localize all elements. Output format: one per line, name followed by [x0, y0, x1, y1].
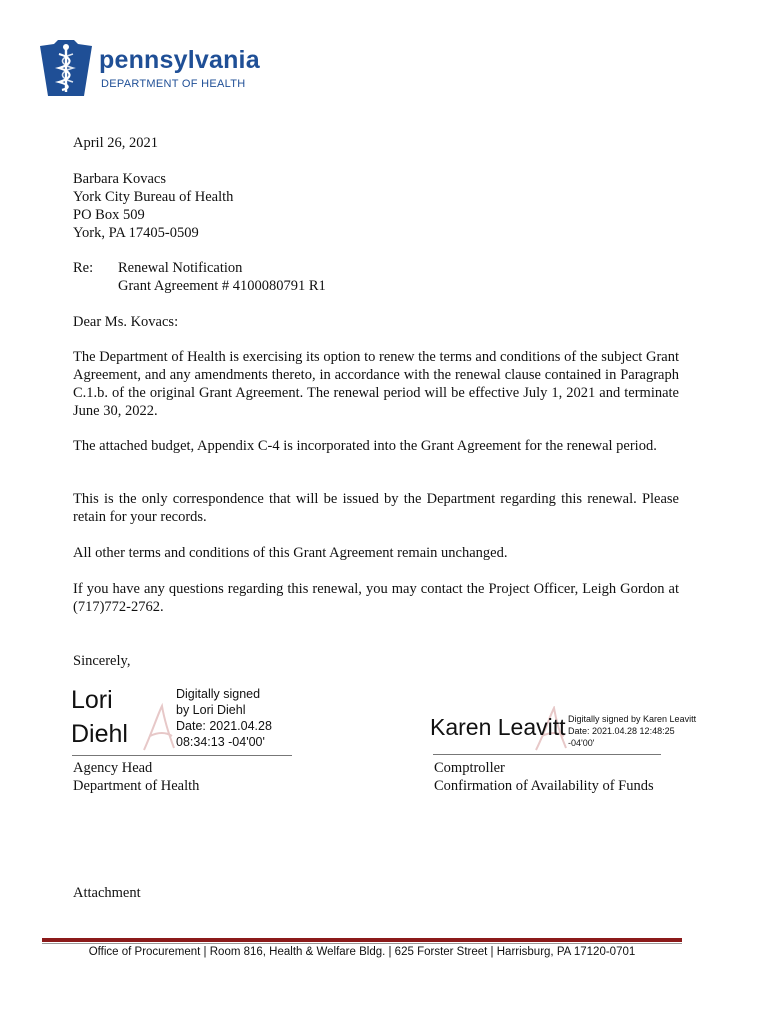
signature-line-right: [433, 754, 661, 755]
letter-date: April 26, 2021: [73, 135, 158, 151]
recipient-city: York, PA 17405-0509: [73, 225, 199, 241]
re-subject: [118, 259, 326, 295]
body-paragraph: This is the only correspondence that will be issued by the Department regarding this renewal. Please retain for your records.: [73, 491, 679, 525]
re-line-1: Renewal Notification: [118, 260, 243, 276]
digital-signature-details: [568, 713, 696, 749]
signer-department: Department of Health: [73, 778, 200, 794]
adobe-sign-watermark-icon: [138, 702, 178, 754]
salutation: Dear Ms. Kovacs:: [73, 314, 179, 330]
re-label: Re:: [73, 260, 94, 276]
attachment-note: Attachment: [73, 885, 141, 901]
digital-line: Digitally signed by Karen Leavitt: [568, 714, 697, 724]
digital-line: Date: 2021.04.28 12:48:25: [568, 726, 675, 736]
body-paragraph: If you have any questions regarding this renewal, you may contact the Project Officer, Leigh Gordon at (717)772-2762.: [73, 581, 679, 615]
signer-name-line-2: Diehl: [71, 720, 128, 748]
signer-name-line-1: Lori: [71, 686, 113, 714]
footer-divider: [42, 938, 682, 942]
body-paragraph: The Department of Health is exercising its option to renew the terms and conditions of the subject Grant Agreement, and any amendments thereto, in accordance with the renewal clause contained in Paragraph C.1.b. of the original Grant Agreement. The renewal period will be effective July 1, 2021 and terminate June 30, 2022.: [73, 349, 679, 419]
org-name: pennsylvania: [99, 46, 260, 74]
digital-signature-details: [176, 686, 272, 750]
signer-department: Confirmation of Availability of Funds: [434, 778, 654, 794]
digital-line: -04'00': [568, 738, 595, 748]
signer-name: Karen Leavitt: [430, 714, 566, 740]
re-line-2: Grant Agreement # 4100080791 R1: [118, 278, 326, 294]
dept-name: DEPARTMENT OF HEALTH: [101, 78, 246, 90]
body-paragraph: All other terms and conditions of this Grant Agreement remain unchanged.: [73, 545, 508, 561]
signer-left-title-block: [73, 759, 199, 795]
recipient-block: [73, 170, 233, 242]
recipient-name: Barbara Kovacs: [73, 171, 166, 187]
signature-right: [430, 706, 710, 754]
footer-address: Office of Procurement | Room 816, Health & Welfare Bldg. | 625 Forster Street | Harrisburg, PA 17120-0701: [88, 946, 636, 958]
digital-line: 08:34:13 -04'00': [176, 735, 265, 749]
digital-line: by Lori Diehl: [176, 703, 246, 717]
signer-right-title-block: [434, 759, 654, 795]
signer-title: Agency Head: [73, 760, 153, 776]
footer-divider-thin: [42, 943, 682, 944]
signature-left: [70, 684, 295, 756]
keystone-caduceus-icon: [38, 40, 94, 98]
body-paragraph: The attached budget, Appendix C-4 is incorporated into the Grant Agreement for the renewal period.: [73, 438, 657, 454]
signature-line-left: [72, 755, 292, 756]
signer-title: Comptroller: [434, 760, 505, 776]
recipient-po-box: PO Box 509: [73, 207, 145, 223]
digital-line: Digitally signed: [176, 687, 261, 701]
closing: Sincerely,: [73, 653, 131, 669]
digital-line: Date: 2021.04.28: [176, 719, 272, 733]
recipient-organization: York City Bureau of Health: [73, 189, 234, 205]
